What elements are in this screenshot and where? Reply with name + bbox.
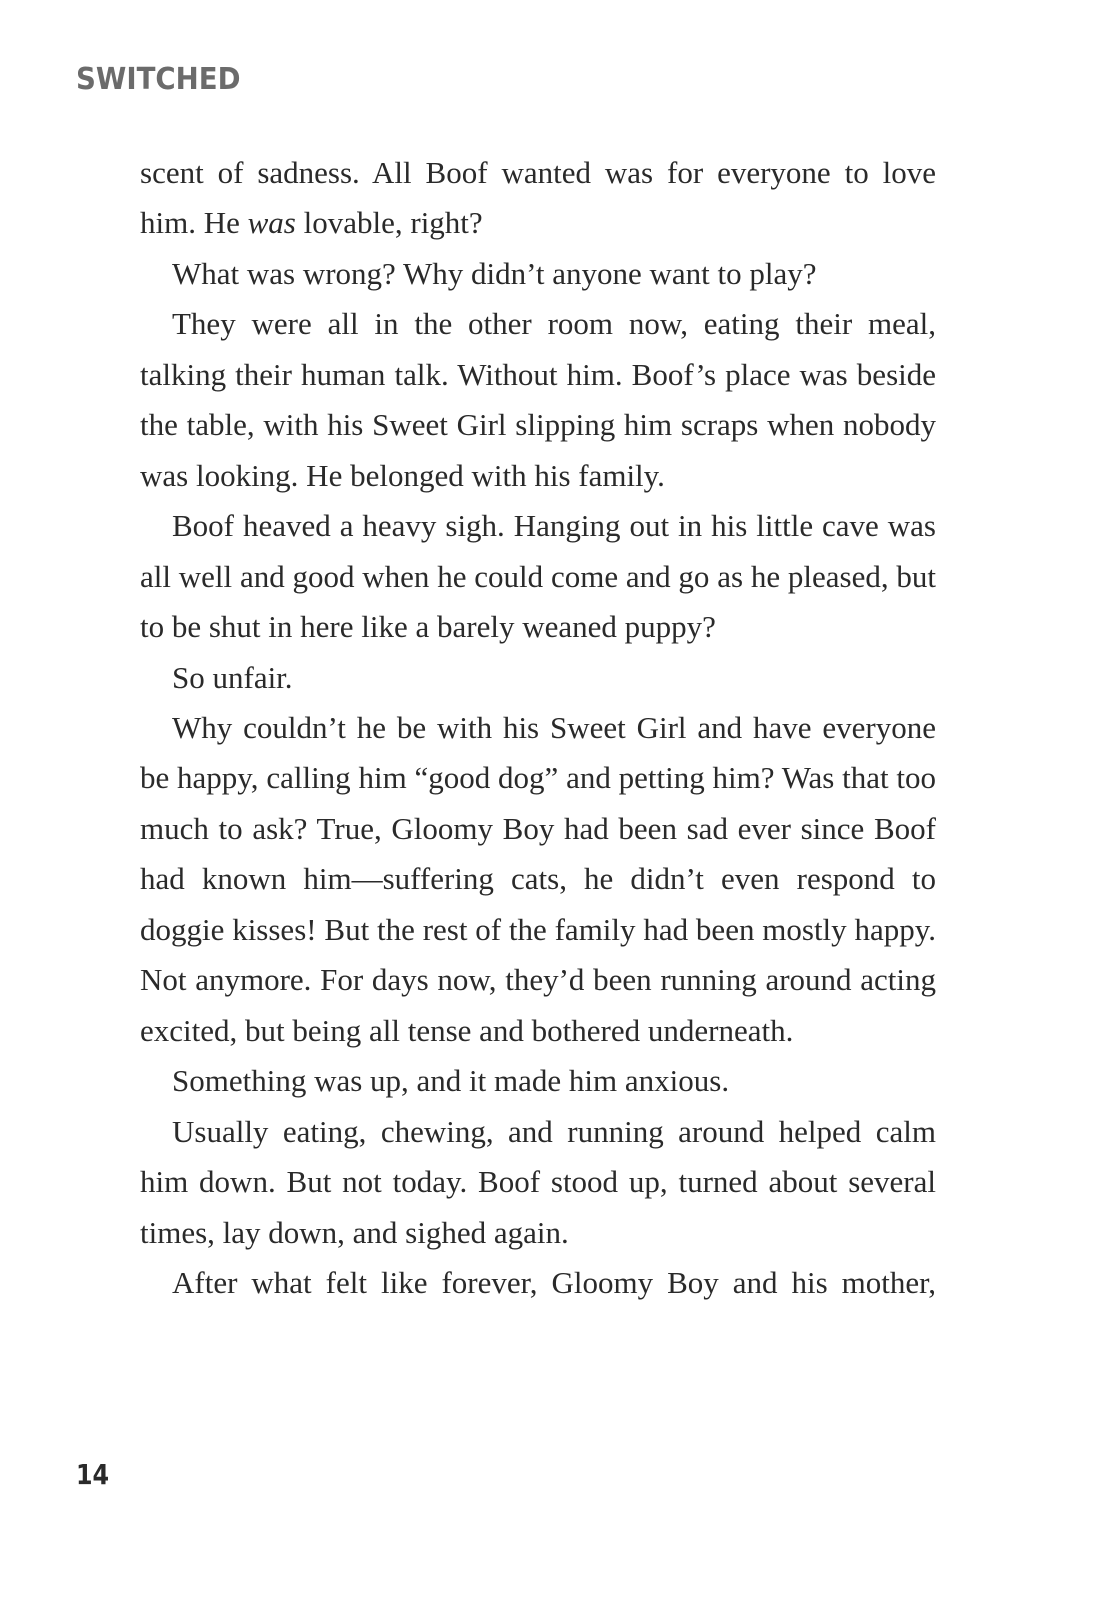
- paragraph: [140, 148, 936, 249]
- paragraph: Usually eating, chewing, and running around helped calm him down. But not today. Boof stood up, turned about several times, lay down, and sighed again.: [140, 1113, 936, 1250]
- paragraph-text: lovable, right?: [295, 205, 483, 241]
- paragraph: They were all in the other room now, eating their meal, talking their human talk. Without him. Boof’s place was beside the table, with his Sweet Girl slipping him scraps when nobody was looking. He belonged with his family.: [140, 306, 936, 493]
- running-head: SWITCHED: [76, 62, 241, 97]
- page-number: 14: [76, 1458, 110, 1491]
- emphasis-text: was: [247, 205, 296, 241]
- body-text: [140, 148, 936, 1308]
- paragraph: After what felt like forever, Gloomy Boy and his mother,: [172, 1264, 936, 1300]
- paragraph: Something was up, and it made him anxious.: [172, 1063, 730, 1099]
- paragraph-text: scent of sadness. All Boof wanted was for everyone to love him. He: [140, 155, 936, 241]
- paragraph: Boof heaved a heavy sigh. Hanging out in his little cave was all well and good when he could come and go as he pleased, but to be shut in here like a barely weaned puppy?: [140, 508, 936, 645]
- paragraph: What was wrong? Why didn’t anyone want to play?: [172, 255, 817, 291]
- paragraph: So unfair.: [172, 659, 293, 695]
- paragraph: Why couldn’t he be with his Sweet Girl and have everyone be happy, calling him “good dog” and petting him? Was that too much to ask? True, Gloomy Boy had been sad ever since Boof had known him—suffering cats, he didn’t even respond to doggie kisses! But the rest of the family had been mostly happy. Not anymore. For days now, they’d been running around acting excited, but being all tense and bothered underneath.: [140, 709, 936, 1048]
